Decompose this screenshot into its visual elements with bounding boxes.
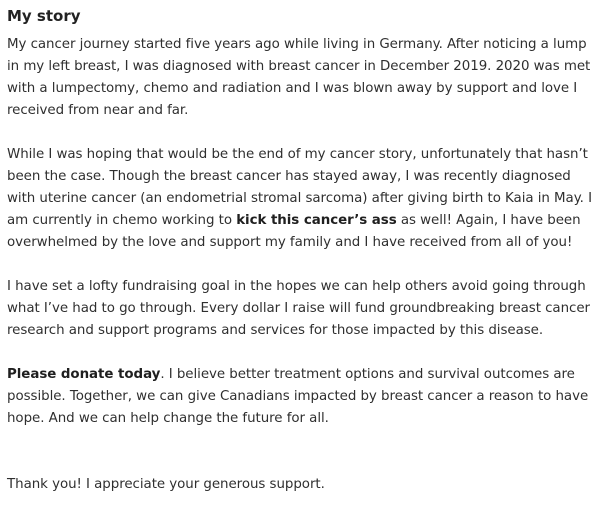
story-paragraph-1: My cancer journey started five years ago while living in Germany. After noticing a lump in my left breast, I was diagnosed with breast cancer in December 2019. 2020 was met with a lumpectomy, chemo and radiation and I was blown away by support and love I received from near and far. [7,37,591,118]
story-paragraph-2-text-start: While I was hoping that would be the end of my cancer story, unfortunately that hasn’t been the case. Though the breast cancer has stayed away, I was recently diagnosed with uterine cancer (an endometrial stromal sarcoma) after giving birth to Kaia in May. I am currently in chemo working to [7,147,592,228]
thank-you-line: Thank you! I appreciate your generous support. [7,477,325,492]
donate-call-to-action: Please donate today [7,367,161,382]
story-paragraph-2-emphasis: kick this cancer’s ass [236,213,397,228]
story-heading: My story [7,7,81,25]
story-paragraph-4-text: . I believe better treatment options and survival outcomes are possible. Together, we can give Canadians impacted by breast cancer a reason to have hope. And we can help change the future for all. [7,367,589,426]
story-paragraph-4 [7,364,592,430]
story-paragraph-2-text-end: as well! Again, I have been overwhelmed by the love and support my family and I have received from all of you! [7,213,581,250]
story-paragraph-3: I have set a lofty fundraising goal in the hopes we can help others avoid going through what I’ve had to go through. Every dollar I raise will fund groundbreaking breast cancer research and support programs and services for those impacted by this disease. [7,279,590,338]
story-paragraph-2 [7,144,592,254]
